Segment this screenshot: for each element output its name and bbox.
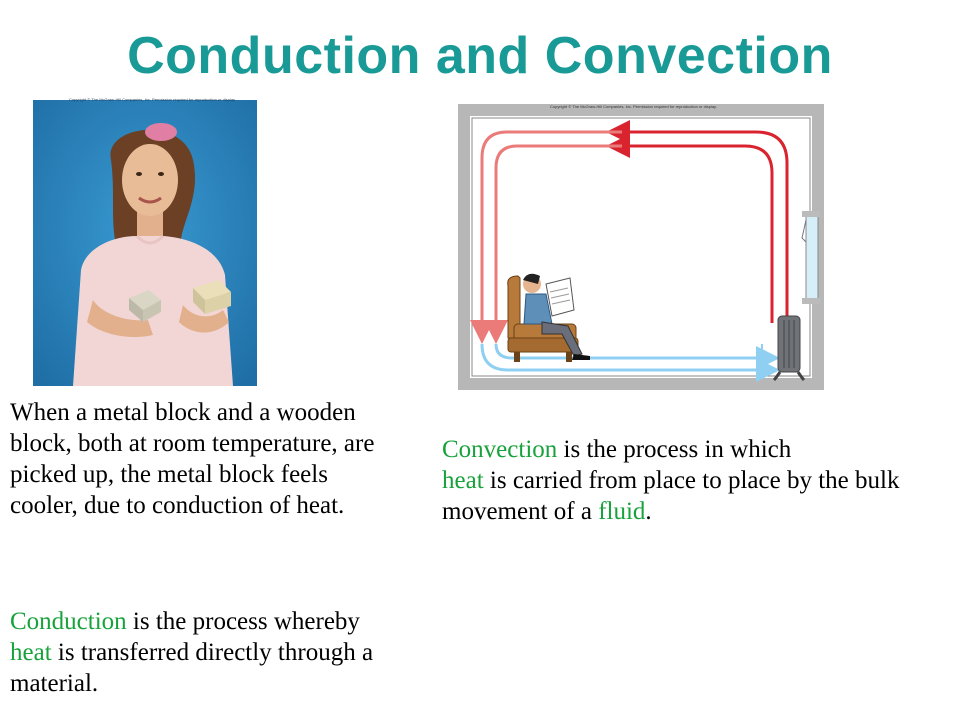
photo-credit: Copyright © The McGraw-Hill Companies, Inc. Permission required for reproduction or display. bbox=[69, 97, 236, 102]
conduction-intro-text: When a metal block and a wooden block, both at room temperature, are picked up, the metal block feels cooler, due to conduction of heat. bbox=[10, 399, 375, 519]
person-illustration bbox=[33, 100, 257, 386]
conduction-intro bbox=[10, 397, 380, 521]
convection-def-end: . bbox=[645, 498, 652, 525]
room-diagram bbox=[462, 108, 822, 388]
photo-person-holding-blocks bbox=[33, 97, 257, 386]
term-heat: heat bbox=[10, 639, 52, 666]
diagram-credit: Copyright © The McGraw-Hill Companies, Inc. Permission required for reproduction or display. bbox=[550, 104, 717, 109]
convection-diagram bbox=[462, 104, 822, 388]
term-heat-convection: heat bbox=[442, 467, 484, 494]
page-title: Conduction and Convection bbox=[127, 27, 833, 85]
term-fluid: fluid bbox=[598, 498, 646, 525]
convection-definition bbox=[442, 434, 912, 527]
radiator-icon bbox=[774, 316, 804, 380]
conduction-def-part1: is the process whereby bbox=[126, 608, 360, 635]
conduction-def-part2: is transferred directly through a material. bbox=[10, 639, 374, 697]
convection-def-part2: is carried from place to place by the bulk movement of a bbox=[442, 467, 900, 525]
conduction-definition bbox=[10, 606, 380, 699]
convection-def-part1: is the process in which bbox=[557, 436, 792, 463]
term-convection: Convection bbox=[442, 436, 558, 463]
term-conduction: Conduction bbox=[10, 608, 127, 635]
